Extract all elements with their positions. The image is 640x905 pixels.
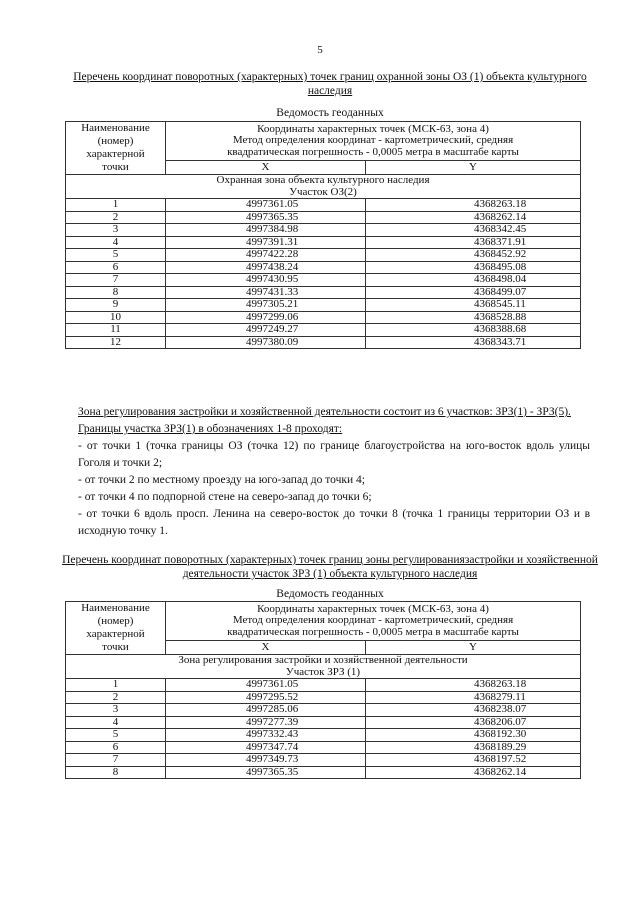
- table-row: [66, 324, 581, 337]
- x-coordinate-cell: 4997305.21: [166, 299, 366, 312]
- x-coordinate-cell: 4997431.33: [166, 286, 366, 299]
- borders-heading: Границы участка ЗРЗ(1) в обозначениях 1-8 проходят:: [78, 423, 343, 435]
- y-column-header: Y: [366, 641, 581, 655]
- name-header-line: характерной: [86, 148, 145, 160]
- x-coordinate-cell: 4997365.35: [166, 211, 366, 224]
- x-coordinate-cell: 4997347.74: [166, 741, 366, 754]
- table-row: [66, 766, 581, 779]
- y-coordinate-cell: 4368263.18: [366, 199, 581, 212]
- coordinates-header-line: квадратическая погрешность - 0,0005 метра в масштабе карты: [227, 625, 519, 638]
- table-row: [66, 199, 581, 212]
- border-item: - от точки 4 по подпорной стене на северо-запад до точки 6;: [78, 491, 372, 503]
- x-coordinate-cell: 4997365.35: [166, 766, 366, 779]
- text-block: [78, 404, 590, 540]
- x-coordinate-cell: 4997430.95: [166, 274, 366, 287]
- x-coordinate-cell: 4997277.39: [166, 716, 366, 729]
- table-row: [66, 716, 581, 729]
- name-header-line: (номер): [97, 615, 134, 627]
- point-number-cell: 6: [66, 741, 166, 754]
- y-coordinate-cell: 4368192.30: [366, 729, 581, 742]
- name-header-line: (номер): [97, 135, 134, 147]
- name-header-line: характерной: [86, 628, 145, 640]
- coordinates-header-line: Метод определения координат - картометрический, средняя: [232, 614, 514, 627]
- point-number-cell: 3: [66, 224, 166, 237]
- table-row: [66, 741, 581, 754]
- y-coordinate-cell: 4368498.04: [366, 274, 581, 287]
- x-coordinate-cell: 4997391.31: [166, 236, 366, 249]
- point-number-cell: 11: [66, 324, 166, 337]
- table-row: [66, 249, 581, 262]
- y-coordinate-cell: 4368343.71: [366, 336, 581, 349]
- point-number-cell: 10: [66, 311, 166, 324]
- section2-vedomost: Ведомость геоданных: [276, 588, 384, 600]
- y-coordinate-cell: 4368197.52: [366, 754, 581, 767]
- y-coordinate-cell: 4368528.88: [366, 311, 581, 324]
- point-number-cell: 4: [66, 236, 166, 249]
- zone-caption-line: Зона регулирования застройки и хозяйственной деятельности: [178, 654, 468, 666]
- zone-caption: [66, 175, 581, 199]
- border-item: - от точки 2 по местному проезду на юго-запад до точки 4;: [78, 474, 365, 486]
- name-header-line: Наименование: [81, 122, 150, 134]
- x-coordinate-cell: 4997438.24: [166, 261, 366, 274]
- point-number-cell: 8: [66, 286, 166, 299]
- point-number-cell: 4: [66, 716, 166, 729]
- border-item: - от точки 1 (точка границы ОЗ (точка 12) по границе благоустройства на юго-восток вдоль улицы Гоголя и точки 2;: [78, 440, 590, 469]
- table-row: [66, 679, 581, 692]
- zone-description: Зона регулирования застройки и хозяйственной деятельности состоит из 6 участков: ЗРЗ(1) - ЗРЗ(5).: [78, 406, 571, 418]
- x-column-header: X: [166, 161, 366, 175]
- coordinates-header-line: Координаты характерных точек (МСК-63, зона 4): [257, 122, 489, 135]
- y-coordinate-cell: 4368495.08: [366, 261, 581, 274]
- table-row: [66, 299, 581, 312]
- y-coordinate-cell: 4368189.29: [366, 741, 581, 754]
- x-coordinate-cell: 4997384.98: [166, 224, 366, 237]
- x-coordinate-cell: 4997361.05: [166, 199, 366, 212]
- table-row: [66, 224, 581, 237]
- point-number-cell: 2: [66, 691, 166, 704]
- table-row: [66, 336, 581, 349]
- x-coordinate-cell: 4997349.73: [166, 754, 366, 767]
- section2-title: Перечень координат поворотных (характерных) точек границ зоны регулированиязастройки и хозяйственной деятельности участок ЗРЗ (1) объекта культурного наследия: [62, 554, 598, 580]
- x-coordinate-cell: 4997249.27: [166, 324, 366, 337]
- y-coordinate-cell: 4368545.11: [366, 299, 581, 312]
- x-coordinate-cell: 4997332.43: [166, 729, 366, 742]
- table-row: [66, 704, 581, 717]
- y-coordinate-cell: 4368499.07: [366, 286, 581, 299]
- coordinates-header-line: квадратическая погрешность - 0,0005 метра в масштабе карты: [227, 145, 519, 158]
- point-number-cell: 2: [66, 211, 166, 224]
- table-row: [66, 211, 581, 224]
- point-number-cell: 7: [66, 754, 166, 767]
- name-header: [66, 122, 166, 175]
- y-coordinate-cell: 4368279.11: [366, 691, 581, 704]
- name-header-line: точки: [102, 641, 129, 653]
- section1-vedomost: Ведомость геоданных: [276, 107, 384, 119]
- point-number-cell: 3: [66, 704, 166, 717]
- y-coordinate-cell: 4368342.45: [366, 224, 581, 237]
- zone-caption-line: Охранная зона объекта культурного наследия: [216, 174, 430, 186]
- x-column-header: X: [166, 641, 366, 655]
- point-number-cell: 5: [66, 249, 166, 262]
- y-coordinate-cell: 4368238.07: [366, 704, 581, 717]
- section1-title: Перечень координат поворотных (характерных) точек границ охранной зоны ОЗ (1) объекта культурного наследия: [73, 71, 587, 97]
- x-coordinate-cell: 4997380.09: [166, 336, 366, 349]
- name-header: [66, 602, 166, 655]
- name-header-line: Наименование: [81, 602, 150, 614]
- zone-caption-line: Участок ЗРЗ (1): [285, 665, 361, 678]
- table-row: [66, 754, 581, 767]
- table-row: [66, 729, 581, 742]
- table-row: [66, 691, 581, 704]
- table-row: [66, 274, 581, 287]
- name-header-line: точки: [102, 161, 129, 173]
- section2-table: [65, 601, 581, 779]
- y-coordinate-cell: 4368263.18: [366, 679, 581, 692]
- y-coordinate-cell: 4368388.68: [366, 324, 581, 337]
- y-coordinate-cell: 4368262.14: [366, 766, 581, 779]
- y-column-header: Y: [366, 161, 581, 175]
- coordinates-header: [166, 122, 581, 161]
- table-row: [66, 311, 581, 324]
- point-number-cell: 5: [66, 729, 166, 742]
- x-coordinate-cell: 4997299.06: [166, 311, 366, 324]
- y-coordinate-cell: 4368262.14: [366, 211, 581, 224]
- point-number-cell: 7: [66, 274, 166, 287]
- point-number-cell: 8: [66, 766, 166, 779]
- table-row: [66, 261, 581, 274]
- coordinates-header-line: Координаты характерных точек (МСК-63, зона 4): [257, 602, 489, 615]
- y-coordinate-cell: 4368452.92: [366, 249, 581, 262]
- x-coordinate-cell: 4997285.06: [166, 704, 366, 717]
- x-coordinate-cell: 4997295.52: [166, 691, 366, 704]
- point-number-cell: 12: [66, 336, 166, 349]
- y-coordinate-cell: 4368206.07: [366, 716, 581, 729]
- border-item: - от точки 6 вдоль просп. Ленина на северо-восток до точки 8 (точка 1 границы территории ОЗ и в исходную точку 1.: [78, 508, 590, 537]
- point-number-cell: 6: [66, 261, 166, 274]
- y-coordinate-cell: 4368371.91: [366, 236, 581, 249]
- x-coordinate-cell: 4997361.05: [166, 679, 366, 692]
- x-coordinate-cell: 4997422.28: [166, 249, 366, 262]
- coordinates-header-line: Метод определения координат - картометрический, средняя: [232, 134, 514, 147]
- zone-caption-line: Участок ОЗ(2): [289, 185, 357, 198]
- page-number: 5: [317, 44, 323, 56]
- coordinates-header: [166, 602, 581, 641]
- point-number-cell: 1: [66, 679, 166, 692]
- section1-table: [65, 121, 581, 349]
- table-row: [66, 236, 581, 249]
- table-row: [66, 286, 581, 299]
- point-number-cell: 9: [66, 299, 166, 312]
- point-number-cell: 1: [66, 199, 166, 212]
- zone-caption: [66, 655, 581, 679]
